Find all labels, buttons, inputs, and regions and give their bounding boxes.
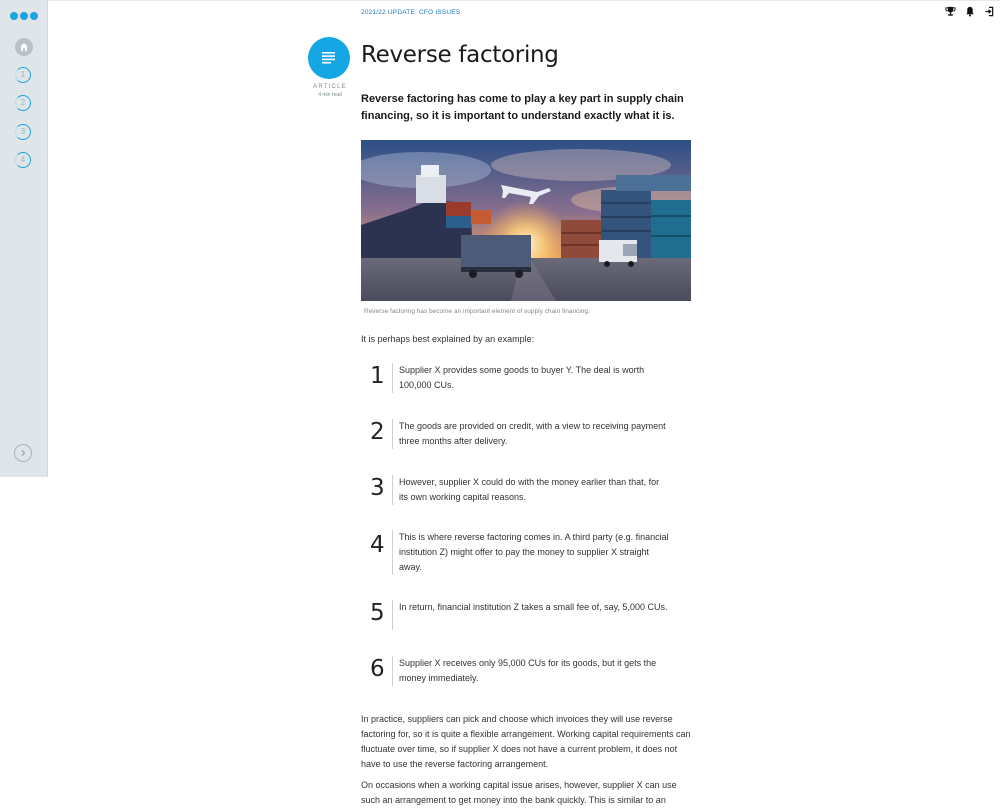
- step-number: 1: [370, 363, 385, 389]
- sidebar-step-4[interactable]: 4: [15, 152, 31, 168]
- hero-image: [361, 140, 691, 301]
- sidebar-step-2[interactable]: 2: [15, 95, 31, 111]
- step-number: 4: [370, 532, 385, 558]
- sidebar-step-1[interactable]: 1: [15, 67, 31, 83]
- read-time: 4 min read: [318, 92, 342, 98]
- step-text: Supplier X provides some goods to buyer Y. The deal is worth 100,000 CUs.: [399, 365, 645, 390]
- next-button[interactable]: [14, 444, 32, 462]
- breadcrumb[interactable]: 2021/22 UPDATE: CFO ISSUES: [361, 9, 461, 16]
- sidebar: [0, 0, 48, 477]
- step-number: 5: [370, 600, 385, 626]
- step-text: Supplier X receives only 95,000 CUs for its goods, but it gets the money immediately.: [399, 658, 657, 683]
- step-text: However, supplier X could do with the money earlier than that, for its own working capital reasons.: [399, 477, 660, 502]
- trophy-icon[interactable]: [945, 6, 956, 17]
- home-icon[interactable]: [15, 38, 33, 56]
- body-paragraph: On occasions when a working capital issue arises, however, supplier X can use such an arrangement to get money into the bank quickly. This is similar to an: [361, 780, 677, 805]
- lead-text: It is perhaps best explained by an example:: [361, 334, 535, 344]
- article-icon: [308, 37, 350, 79]
- chevron-right-icon: [19, 449, 27, 457]
- divider: [392, 475, 393, 505]
- top-border: [0, 0, 1000, 1]
- header-actions: [945, 6, 994, 17]
- step-number: 3: [370, 475, 385, 501]
- sidebar-step-3[interactable]: 3: [15, 124, 31, 140]
- step-text: This is where reverse factoring comes in. A third party (e.g. financial institution Z) might offer to pay the money to supplier X straight away.: [399, 532, 669, 572]
- article-intro: Reverse factoring has come to play a key part in supply chain financing, so it is important to understand exactly what it is.: [361, 93, 684, 122]
- bell-icon[interactable]: [965, 6, 975, 17]
- logout-icon[interactable]: [984, 6, 994, 17]
- page-title: Reverse factoring: [361, 42, 559, 68]
- step-number: 2: [370, 419, 385, 445]
- body-paragraph: In practice, suppliers can pick and choose which invoices they will use reverse factoring for, so it is quite a flexible arrangement. Working capital requirements can fluctuate over time, so if supplier X does not have a current problem, it does not have to use the reverse factoring arrangement.: [361, 714, 691, 769]
- step-text: The goods are provided on credit, with a view to receiving payment three months after delivery.: [399, 421, 666, 446]
- step-text: In return, financial institution Z takes a small fee of, say, 5,000 CUs.: [399, 602, 668, 612]
- divider: [392, 530, 393, 575]
- divider: [392, 363, 393, 393]
- step-number: 6: [370, 656, 385, 682]
- article-type-label: ARTICLE: [313, 84, 347, 90]
- divider: [392, 600, 393, 630]
- image-caption: Reverse factoring has become an important element of supply chain financing.: [364, 308, 590, 315]
- divider: [392, 656, 393, 686]
- divider: [392, 419, 393, 449]
- logo-icon[interactable]: [10, 12, 38, 20]
